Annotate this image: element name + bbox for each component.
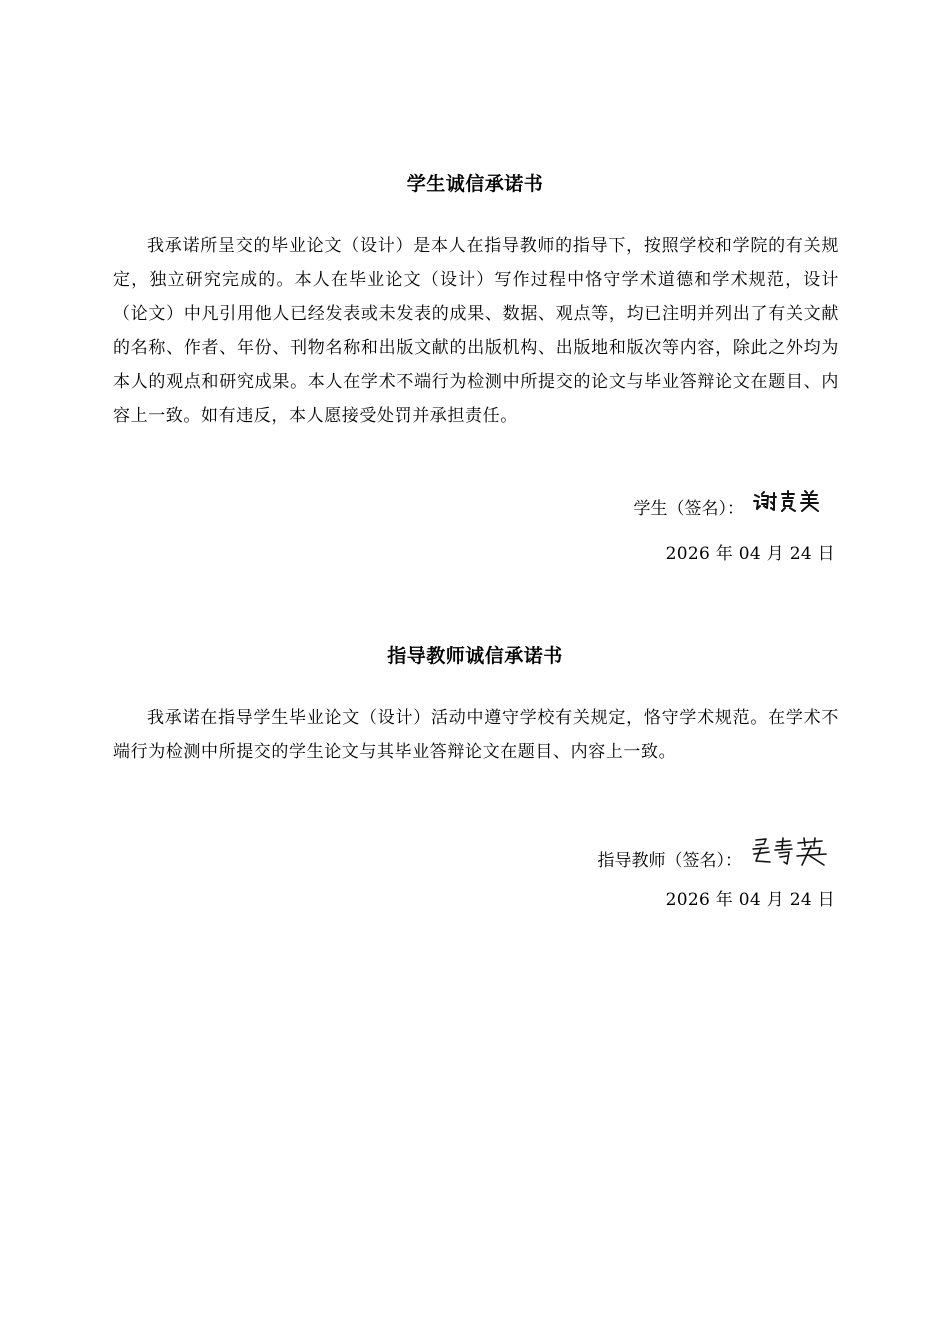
student-signature-label: 学生（签名）：: [633, 499, 744, 519]
advisor-pledge-body: 我承诺在指导学生毕业论文（设计）活动中遵守学校有关规定，恪守学术规范。在学术不端行为检测中所提交的学生论文与其毕业答辩论文在题目、内容上一致。: [113, 708, 839, 762]
advisor-handwritten-signature: [750, 837, 832, 867]
student-pledge-title: 学生诚信承诺书: [406, 173, 544, 195]
advisor-signature-date: 2026 年 04 月 24 日: [665, 890, 835, 910]
advisor-signature-line: [598, 837, 833, 871]
advisor-pledge-title: 指导教师诚信承诺书: [387, 645, 563, 667]
student-signature-line: [634, 489, 833, 519]
student-pledge-body: 我承诺所呈交的毕业论文（设计）是本人在指导教师的指导下，按照学校和学院的有关规定，独立研究完成的。本人在毕业论文（设计）写作过程中恪守学术道德和学术规范，设计（论文）中凡引用他人已经发表或未发表的成果、数据、观点等，均已注明并列出了有关文献的名称、作者、年份、刊物名称和出版文献的出版机构、出版地和版次等内容，除此之外均为本人的观点和研究成果。本人在学术不端行为检测中所提交的论文与毕业答辩论文在题目、内容上一致。如有违反，本人愿接受处罚并承担责任。: [113, 236, 839, 426]
advisor-signature-label: 指导教师（签名）：: [597, 851, 742, 871]
student-handwritten-signature: [752, 489, 832, 515]
student-signature-date: 2026 年 04 月 24 日: [665, 544, 835, 564]
